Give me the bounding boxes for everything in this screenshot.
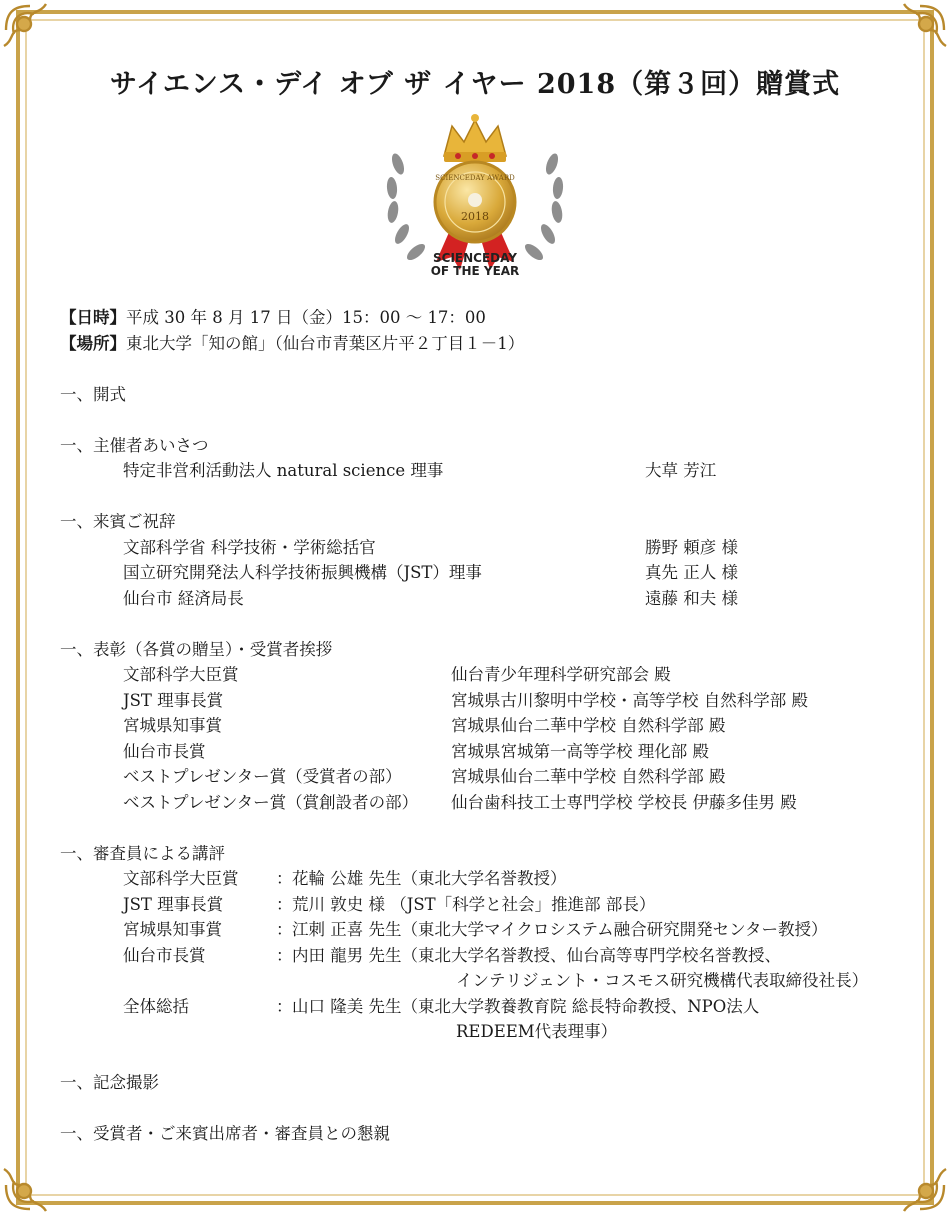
judge-award: 文部科学大臣賞	[123, 869, 239, 888]
guest-name: 真先 正人 様	[645, 563, 738, 582]
judge-colon: ：	[276, 996, 293, 1016]
guests-heading: 一、来賓ご祝辞	[60, 512, 176, 531]
place-label: 【場所】	[60, 333, 126, 353]
host-role: 特定非営利活動法人 natural science 理事	[123, 461, 444, 480]
medal-year: 2018	[461, 210, 489, 223]
host-row	[60, 458, 920, 484]
guest-name: 勝野 頼彦 様	[645, 537, 738, 557]
judge-row	[60, 866, 920, 892]
program-content	[60, 305, 920, 1147]
emblem-caption-line2: OF THE YEAR	[430, 264, 520, 278]
judge-colon: ：	[276, 894, 293, 914]
judge-detail: 内田 龍男 先生（東北大学名誉教授、仙台高等専門学校名誉教授、	[292, 945, 781, 965]
award-name: ベストプレゼンター賞（賞創設者の部）	[123, 792, 419, 812]
emblem-caption	[0, 252, 950, 278]
judge-continuation-row	[60, 968, 920, 994]
judge-detail: 花輪 公雄 先生（東北大学名誉教授）	[292, 869, 567, 888]
award-row	[60, 790, 920, 816]
date-label: 【日時】	[60, 308, 126, 327]
judge-detail-continuation: インテリジェント・コスモス研究機構代表取締役社長）	[456, 971, 869, 990]
emblem-caption-line1: SCIENCEDAY	[433, 251, 517, 265]
judge-award: 全体総括	[123, 996, 189, 1016]
award-name: 宮城県知事賞	[123, 716, 222, 735]
crown-icon	[444, 114, 506, 162]
judge-award: 仙台市長賞	[123, 945, 206, 965]
ornament-corner-icon	[888, 0, 950, 62]
guest-row	[60, 560, 920, 586]
guest-row	[60, 586, 920, 612]
medal-ring-text: SCIENCEDAY AWARD	[435, 174, 515, 182]
judge-award: JST 理事長賞	[123, 894, 224, 914]
award-winner: 仙台青少年理科学研究部会 殿	[451, 665, 671, 684]
award-name: 文部科学大臣賞	[123, 665, 239, 684]
guest-role: 仙台市 経済局長	[123, 588, 244, 608]
award-winner: 宮城県宮城第一高等学校 理化部 殿	[451, 741, 709, 761]
judge-detail: 山口 隆美 先生（東北大学教養教育院 総長特命教授、NPO法人	[292, 996, 760, 1016]
judge-colon: ：	[276, 920, 293, 939]
award-winner: 宮城県仙台二華中学校 自然科学部 殿	[451, 767, 726, 786]
awards-heading: 一、表彰（各賞の贈呈）・受賞者挨拶	[60, 639, 333, 659]
ornament-corner-icon	[888, 1153, 950, 1215]
judge-award: 宮城県知事賞	[123, 920, 222, 939]
award-row	[60, 739, 920, 765]
award-winner: 宮城県仙台二華中学校 自然科学部 殿	[451, 716, 726, 735]
page-title: サイエンス・デイ オブ ザ イヤー 2018（第３回）贈賞式	[109, 69, 841, 100]
guest-name: 遠藤 和夫 様	[645, 588, 738, 608]
award-row	[60, 662, 920, 688]
award-row	[60, 764, 920, 790]
judge-row	[60, 994, 920, 1020]
guest-role: 国立研究開発法人科学技術振興機構（JST）理事	[123, 563, 482, 582]
judge-row	[60, 917, 920, 943]
award-name: ベストプレゼンター賞（受賞者の部）	[123, 767, 402, 786]
photo-heading: 一、記念撮影	[60, 1073, 159, 1092]
judges-heading: 一、審査員による講評	[60, 843, 225, 863]
host-heading: 一、主催者あいさつ	[60, 435, 209, 455]
award-name: JST 理事長賞	[123, 690, 224, 710]
place-row	[60, 331, 920, 357]
judge-row	[60, 892, 920, 918]
judge-colon: ：	[276, 869, 293, 888]
ornament-corner-icon	[0, 1153, 62, 1215]
award-row	[60, 713, 920, 739]
guest-row	[60, 535, 920, 561]
ornament-corner-icon	[0, 0, 62, 62]
judge-continuation-row	[60, 1019, 920, 1045]
award-row	[60, 688, 920, 714]
place-value: 東北大学「知の館」（仙台市青葉区片平２丁目１－1）	[126, 333, 525, 353]
judge-detail: 江刺 正喜 先生（東北大学マイクロシステム融合研究開発センター教授）	[292, 920, 828, 939]
judge-row	[60, 943, 920, 969]
opening-heading: 一、開式	[60, 384, 126, 404]
award-winner: 宮城県古川黎明中学校・高等学校 自然科学部 殿	[451, 690, 808, 710]
reception-heading: 一、受賞者・ご来賓出席者・審査員との懇親	[60, 1124, 390, 1143]
judge-colon: ：	[276, 945, 293, 965]
award-name: 仙台市長賞	[123, 741, 206, 761]
date-row	[60, 305, 920, 331]
date-value: 平成 30 年 8 月 17 日（金）15：00 ～ 17：00	[126, 308, 486, 327]
host-name: 大草 芳江	[645, 461, 717, 480]
award-winner: 仙台歯科技工士専門学校 学校長 伊藤多佳男 殿	[451, 792, 797, 812]
judge-detail-continuation: REDEEM代表理事）	[456, 1022, 618, 1041]
guest-role: 文部科学省 科学技術・学術総括官	[123, 537, 376, 557]
judge-detail: 荒川 敦史 様 （JST「科学と社会」推進部 部長）	[292, 894, 656, 914]
